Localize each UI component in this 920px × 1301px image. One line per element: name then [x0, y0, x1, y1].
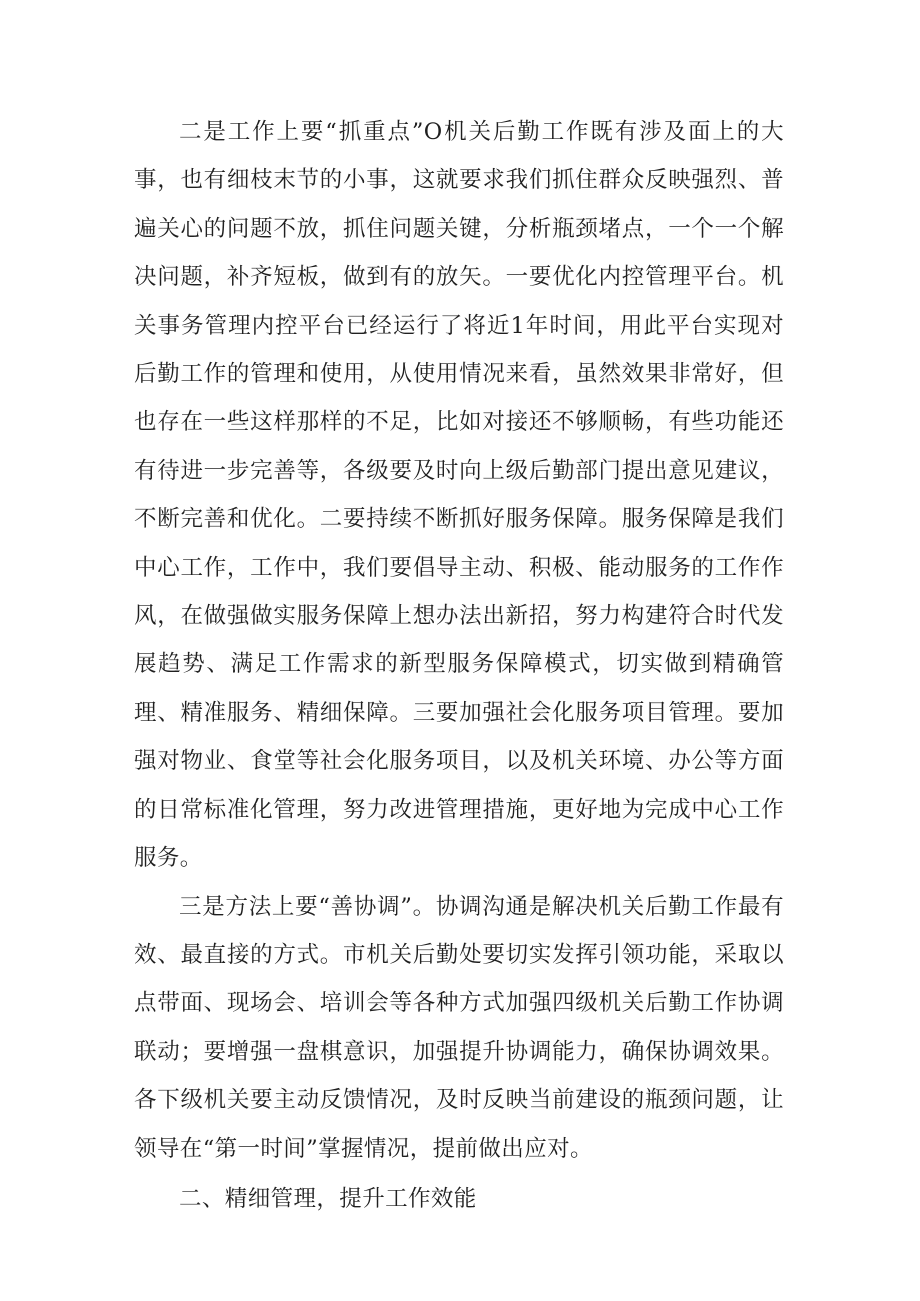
document-body [134, 108, 784, 1223]
section-heading: 二、精细管理，提升工作效能 [179, 1185, 477, 1212]
paragraph-coordination: 三是方法上要“善协调”。协调沟通是解决机关后勤工作最有效、最直接的方式。市机关后勤处要切实发挥引领功能，采取以点带面、现场会、培训会等各种方式加强四级机关后勤工作协调联动；要增强一盘棋意识，加强提升协调能力，确保协调效果。各下级机关要主动反馈情况，及时反映当前建设的瓶颈问题，让领导在“第一时间”掌握情况，提前做出应对。 [134, 893, 784, 1162]
paragraph-focus-priorities: 二是工作上要“抓重点”O机关后勤工作既有涉及面上的大事，也有细枝末节的小事，这就要求我们抓住群众反映强烈、普遍关心的问题不放，抓住问题关键，分析瓶颈堵点，一个一个解决问题，补齐短板，做到有的放矢。一要优化内控管理平台。机关事务管理内控平台已经运行了将近1年时间，用此平台实现对后勤工作的管理和使用，从使用情况来看，虽然效果非常好，但也存在一些这样那样的不足，比如对接还不够顺畅，有些功能还有待进一步完善等，各级要及时向上级后勤部门提出意见建议，不断完善和优化。二要持续不断抓好服务保障。服务保障是我们中心工作，工作中，我们要倡导主动、积极、能动服务的工作作风，在做强做实服务保障上想办法出新招，努力构建符合时代发展趋势、满足工作需求的新型服务保障模式，切实做到精确管理、精准服务、精细保障。三要加强社会化服务项目管理。要加强对物业、食堂等社会化服务项目，以及机关环境、办公等方面的日常标准化管理，努力改进管理措施，更好地为完成中心工作服务。 [134, 119, 784, 872]
